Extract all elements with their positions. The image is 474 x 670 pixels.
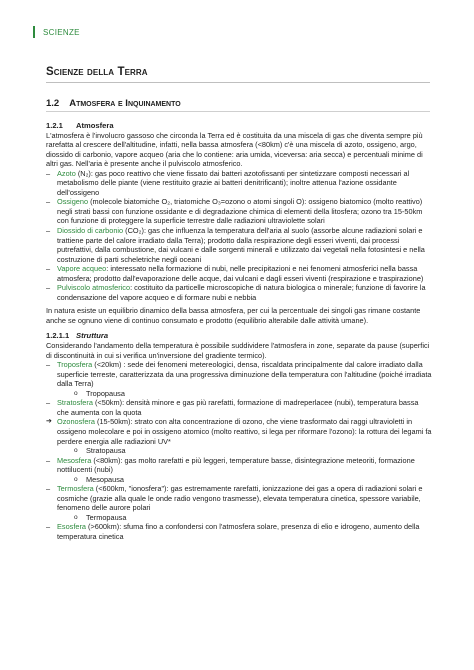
description: : interessato nella formazione di nubi, nelle precipitazioni e nei fenomeni atmosferici nella bassa atmosfera; prodotto dall'evaporazione delle acque, dai vulcani e dagli esseri viventi (respirazione e traspirazione) bbox=[57, 264, 424, 283]
list-item bbox=[46, 226, 432, 264]
description: (<80km): gas molto rarefatti e più leggeri, temperature basse, disintegrazione meteoriti, formazione nottilucenti (nubi) bbox=[57, 455, 415, 475]
term: Troposfera bbox=[57, 360, 93, 370]
term: Vapore acqueo bbox=[57, 264, 107, 274]
list-item bbox=[46, 283, 432, 302]
list-item bbox=[46, 360, 432, 389]
list-item bbox=[46, 456, 432, 475]
pause-item: o Mesopausa bbox=[46, 475, 432, 485]
description: (15-50km): strato con alta concentrazione di ozono, che viene trasformato dai raggi ultravioletti in ossigeno molecolare e poi in ossigeno atomico (molto reattivo, si lega per riformare l'ozono): la rottura dei legami fa perdere energia alle radiazioni UV* bbox=[57, 417, 432, 446]
description: (molecole biatomiche O₂, triatomiche O₃=ozono o atomi singoli O): ossigeno biatomico (molto reattivo) negli strati bassi con funzione ossidante e di degradazione chimica di elementi della litosfera; ozono tra 15-50km con funzione di proteggere la superficie terrestre dalle radiazioni ultraviolette solari bbox=[57, 197, 423, 226]
section-divider bbox=[46, 111, 430, 112]
subsection-number: 1.2.1.1 bbox=[46, 331, 70, 341]
struttura-intro: Considerando l'andamento della temperatura è possibile suddividere l'atmosfera in zone, separate da pause (superfici di discontinuità in cui si verifica un'inversione del gradiente termico). bbox=[46, 341, 430, 360]
term: Pulviscolo atmosferico bbox=[57, 283, 131, 293]
list-item bbox=[46, 484, 432, 513]
document-body bbox=[46, 118, 432, 542]
gas-list bbox=[46, 169, 432, 303]
term: Esosfera bbox=[57, 522, 86, 532]
sub-list-item bbox=[46, 417, 432, 446]
description: (<20km) : sede dei fenomeni metereologici, densa, riscaldata principalmente dal calore irradiato dalla superficie terreste, caratterizzata da una progressiva diminuzione della temperatura con l'altitudine (poiché irradiata dalla Terra) bbox=[57, 360, 432, 389]
term: Ossigeno bbox=[57, 197, 89, 207]
list-item bbox=[46, 264, 432, 283]
term: Diossido di carbonio bbox=[57, 226, 124, 236]
term: Termosfera bbox=[57, 484, 94, 494]
subsection-title: Atmosfera bbox=[76, 121, 114, 130]
description: (N₂): gas poco reattivo che viene fissato dai batteri azotofissanti per sintetizzare composti necessari al metabolismo delle piante (viene restituito grazie ai batteri denitrificanti); inoltre attenua l'azione ossidante dell'ossigeno bbox=[57, 168, 410, 197]
list-item bbox=[46, 197, 432, 226]
subsection-heading-atmosfera bbox=[46, 121, 432, 131]
list-item bbox=[46, 398, 432, 417]
page-title: Scienze della Terra bbox=[46, 66, 148, 78]
title-divider bbox=[46, 82, 430, 83]
list-item bbox=[46, 522, 432, 541]
subsection-number: 1.2.1 bbox=[46, 121, 63, 130]
subsection-title: Struttura bbox=[76, 331, 109, 341]
description: (<600km, "ionosfera"): gas estremamente rarefatti, ionizzazione dei gas a opera di radiazioni solari e cosmiche (grazie alla quale le onde radio vengono trasmesse), elevata temperatura cinetica, spessore variabile, fenomeno delle aurore polari bbox=[57, 484, 423, 513]
section-heading bbox=[46, 98, 430, 109]
header-label: SCIENZE bbox=[43, 27, 80, 37]
section-number: 1.2 bbox=[46, 98, 60, 109]
subsection-heading-struttura bbox=[46, 331, 432, 341]
list-item bbox=[46, 169, 432, 198]
layer-list bbox=[46, 360, 432, 541]
pause-item: o Termopausa bbox=[46, 513, 432, 523]
description: (>600km): sfuma fino a confondersi con l'atmosfera solare, presenza di elio e idrogeno, aumento della temperatura cinetica bbox=[57, 522, 420, 541]
description: (<50km): densità minore e gas più rarefatti, formazione di madreperlacee (nubi), temperatura bassa che aumenta con la quota bbox=[57, 398, 419, 417]
header-accent-bar bbox=[33, 26, 35, 38]
section-title: Atmosfera e Inquinamento bbox=[69, 98, 181, 109]
term: Ozonosfera bbox=[57, 417, 95, 427]
atmosfera-intro: L'atmosfera è l'involucro gassoso che circonda la Terra ed è costituita da una miscela di gas che diventa sempre più rarefatta al crescere dell'altitudine, infatti, nella bassa atmosfera (<80km) c'è una miscela di azoto, ossigeno, argo, diossido di carbonio, vapore acqueo (aria che lo contiene: aria umida, viceversa: aria secca) e percentuali minime di altri gas. Nell'aria è presente anche il pulviscolo atmosferico. bbox=[46, 130, 423, 169]
term: Azoto bbox=[57, 168, 76, 178]
pause-item: o Stratopausa bbox=[46, 446, 432, 456]
arrow-right-icon: ➔ bbox=[46, 418, 52, 426]
equilibrium-paragraph: In natura esiste un equilibrio dinamico della bassa atmosfera, per cui la percentuale dei singoli gas rimane costante anche se ognuno viene di continuo consumato e prodotto (equilibrio alterabile dalle attività umane). bbox=[46, 306, 421, 325]
term: Mesosfera bbox=[57, 455, 92, 465]
pause-item: o Tropopausa bbox=[46, 389, 432, 399]
description: (CO₂): gas che influenza la temperatura dell'aria al suolo (assorbe alcune radiazioni solari e trattiene parte del calore irradiato dalla Terra); prodotto dalla respirazione degli esseri viventi, dai processi putrefattivi, dalla combustione, dai vulcani e dalle sorgenti minerali e utilizzato dai vegetali nella fotosintesi e nella costruzione di parti scheletriche negli oceani bbox=[57, 226, 425, 264]
header bbox=[33, 26, 80, 38]
term: Stratosfera bbox=[57, 398, 93, 408]
description: : costituito da particelle microscopiche di natura biologica o minerale; funzione di favorire la condensazione del vapore acqueo e di formare nubi e nebbia bbox=[57, 283, 426, 302]
